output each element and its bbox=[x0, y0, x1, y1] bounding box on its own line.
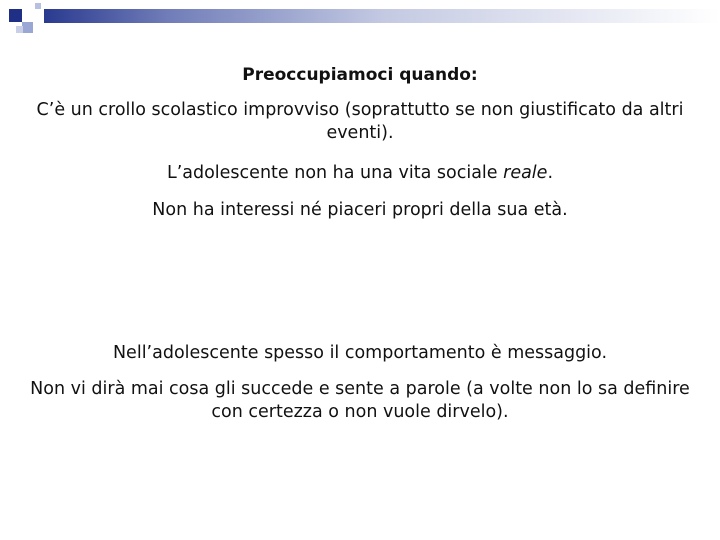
deco-square-tiny bbox=[35, 3, 41, 9]
deco-square-small bbox=[16, 26, 23, 33]
decorative-squares bbox=[0, 0, 60, 46]
bullet-text-2 bbox=[30, 162, 690, 185]
emphasis-reale: reale bbox=[503, 163, 548, 183]
bullet-text-4: Nell’adolescente spesso il comportamento è messaggio. bbox=[112, 343, 608, 363]
deco-square-large bbox=[9, 9, 22, 22]
bullet-text-1: C’è un crollo scolastico improvviso (soprattutto se non giustificato da altri eventi). bbox=[36, 100, 684, 143]
bullet-text-3: Non ha interessi né piaceri propri della sua età. bbox=[152, 200, 568, 220]
bullet-text-2-start: L’adolescente non ha una vita sociale bbox=[166, 163, 504, 183]
slide-title: Preoccupiamoci quando: bbox=[242, 65, 478, 85]
header-gradient-bar bbox=[44, 9, 720, 23]
deco-square-medium bbox=[22, 22, 33, 33]
bullet-text-5: Non vi dirà mai cosa gli succede e sente a parole (a volte non lo sa definire con certezza o non vuole dirvelo). bbox=[30, 379, 690, 422]
bullet-text-2-end: . bbox=[547, 163, 554, 183]
